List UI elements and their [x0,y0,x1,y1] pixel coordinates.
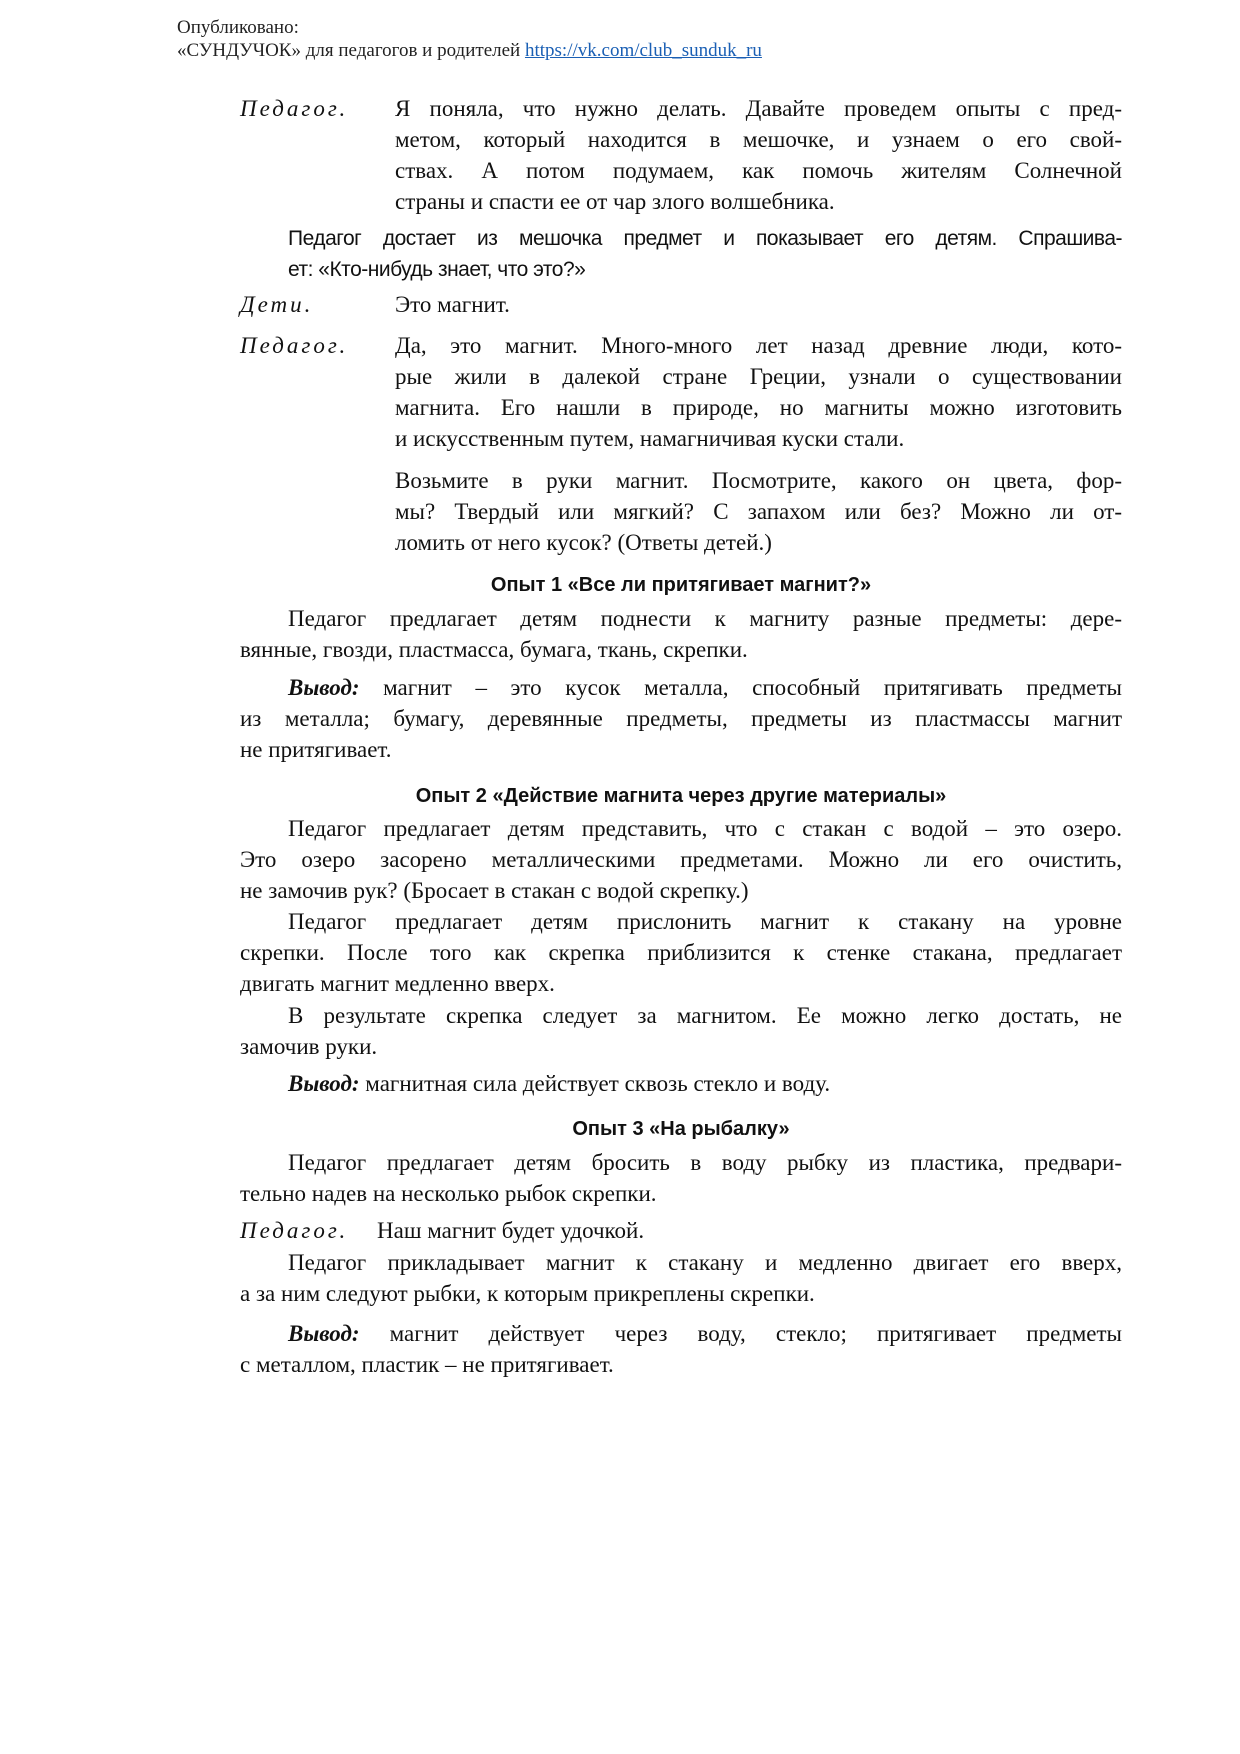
speech-text [395,330,1122,454]
text-line: магнита. Его нашли в природе, но магниты можно изготовить [395,395,1122,420]
paragraph [240,1147,1122,1209]
publication-header [177,16,762,62]
conclusion-label: Вывод: [288,1321,360,1346]
source-link[interactable]: https://vk.com/club_sunduk_ru [524,40,762,61]
text-line: метом, который находится в мешочке, и узнаем о его свой- [395,127,1122,152]
text-line: Я поняла, что нужно делать. Давайте проведем опыты с пред- [395,96,1122,121]
dialogue-line [240,465,1122,558]
text-line: не притягивает. [240,737,392,762]
text-line: Педагог предлагает детям прислонить магнит к стакану на уровне [288,909,1122,934]
paragraph [240,1068,1122,1099]
text-line: ет: «Кто-нибудь знает, что это?» [288,258,586,281]
text-line: замочив руки. [240,1034,378,1059]
text-line: Педагог достает из мешочка предмет и показывает его детям. Спрашива- [288,227,1122,250]
text-line: не замочив рук? (Бросает в стакан с водой скрепку.) [240,878,749,903]
text-line: ломить от него кусок? (Ответы детей.) [395,530,772,555]
speaker-label: Педагог. [240,1218,349,1243]
text-line: двигать магнит медленно вверх. [240,971,555,996]
text-line: Педагог прикладывает магнит к стакану и медленно двигает его вверх, [288,1250,1122,1275]
speech-text [395,465,1122,558]
text-line: из металла; бумагу, деревянные предметы, предметы из пластмассы магнит [240,706,1122,731]
speaker-label: Дети. [240,292,314,317]
text-line: Педагог предлагает детям поднести к магниту разные предметы: дере- [288,606,1122,631]
speech-text [395,93,1122,217]
section-heading: Опыт 1 «Все ли притягивает магнит?» [490,574,872,596]
text-fragment: магнит действует через воду, стекло; притягивает предметы [359,1321,1122,1346]
text-line: В результате скрепка следует за магнитом. Ее можно легко достать, не [288,1003,1122,1028]
paragraph [240,906,1122,999]
text-line: тельно надев на несколько рыбок скрепки. [240,1181,657,1206]
paragraph [240,672,1122,765]
text-line: Наш магнит будет удочкой. [377,1218,645,1243]
paragraph [240,1000,1122,1062]
paragraph [240,1318,1122,1380]
dialogue-line [240,1215,1122,1246]
speech-text [395,289,1122,320]
text-line: вянные, гвозди, пластмасса, бумага, ткань, скрепки. [240,637,748,662]
text-line: Педагог предлагает детям представить, что с стакан с водой – это озеро. [288,816,1122,841]
text-line: а за ним следуют рыбки, к которым прикреплены скрепки. [240,1281,815,1306]
text-line [240,1318,1122,1349]
source-line [177,39,762,62]
speech-text [377,1215,1122,1246]
stage-direction [288,223,1122,285]
conclusion-label: Вывод: [288,1071,360,1096]
paragraph [240,813,1122,906]
speaker-label: Педагог. [240,96,349,121]
text-line: Возьмите в руки магнит. Посмотрите, какого он цвета, фор- [395,468,1122,493]
text-line: скрепки. После того как скрепка приблизится к стенке стакана, предлагает [240,940,1122,965]
text-line: с металлом, пластик – не притягивает. [240,1352,614,1377]
speaker-label: Педагог. [240,333,349,358]
dialogue-line [240,330,1122,454]
text-fragment: магнит – это кусок металла, способный притягивать предметы [359,675,1122,700]
text-line [240,1068,1122,1099]
paragraph [240,1247,1122,1309]
section-heading: Опыт 2 «Действие магнита через другие материалы» [415,785,947,807]
section-heading: Опыт 3 «На рыбалку» [572,1118,790,1140]
text-line: страны и спасти ее от чар злого волшебника. [395,189,835,214]
text-line: Педагог предлагает детям бросить в воду рыбку из пластика, предвари- [288,1150,1122,1175]
source-name: «СУНДУЧОК» для педагогов и родителей [177,40,521,61]
text-line: рые жили в далекой стране Греции, узнали о существовании [395,364,1122,389]
text-line: и искусственным путем, намагничивая куски стали. [395,426,905,451]
published-label: Опубликовано: [177,17,299,38]
text-line: Это озеро засорено металлическими предметами. Можно ли его очистить, [240,847,1122,872]
text-line: мы? Твердый или мягкий? С запахом или без? Можно ли от- [395,499,1122,524]
text-line: Да, это магнит. Много-много лет назад древние люди, кото- [395,333,1122,358]
dialogue-line [240,289,1122,320]
text-fragment: магнитная сила действует сквозь стекло и воду. [359,1071,831,1096]
text-line [240,672,1122,703]
text-line: Это магнит. [395,292,510,317]
conclusion-label: Вывод: [288,675,360,700]
paragraph [240,603,1122,665]
dialogue-line [240,93,1122,217]
text-line: ствах. А потом подумаем, как помочь жителям Солнечной [395,158,1122,183]
